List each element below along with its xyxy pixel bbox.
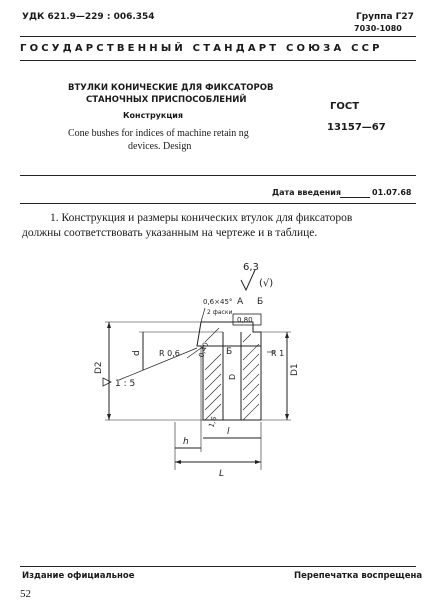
introduction-divider — [20, 203, 416, 204]
taper-ratio-label: 1 : 5 — [115, 379, 136, 389]
L-label: L — [219, 469, 225, 479]
roughness-mark-icon — [241, 270, 255, 290]
d1-label: D1 — [290, 363, 300, 376]
d-main-label: D — [228, 373, 237, 380]
chamfer-label: 0,6×45° — [203, 298, 233, 306]
roughness-main-label: 6,3 — [243, 262, 259, 273]
h-label: h — [183, 437, 189, 447]
standard-banner: ГОСУДАРСТВЕННЫЙ СТАНДАРТ СОЮЗА ССР — [20, 43, 383, 54]
taper-icon — [103, 378, 111, 386]
title-divider — [20, 175, 416, 176]
r1-label: R 1 — [271, 349, 285, 358]
title-subtitle: Конструкция — [123, 111, 183, 120]
taper-label — [103, 378, 135, 389]
introduction-date-value: 01.07.68 — [372, 188, 412, 197]
title-line-1: ВТУЛКИ КОНИЧЕСКИЕ ДЛЯ ФИКСАТОРОВ — [68, 83, 274, 93]
paragraph-line-2: должны соответствовать указанным на чертеже и в таблице. — [22, 227, 318, 239]
bush-technical-drawing — [75, 262, 315, 502]
datum-b-label: Б — [257, 297, 264, 307]
header-divider-bottom — [20, 60, 416, 61]
footer-reprint-prohibited: Перепечатка воспрещена — [294, 571, 423, 581]
roughness-040-label: 0,40 — [197, 341, 211, 359]
datum-a-label: А — [237, 297, 244, 307]
d-small-label: d — [132, 350, 142, 356]
roughness-16-label: 1,6 — [207, 415, 219, 429]
header-divider-top — [20, 36, 416, 37]
datum-b-on-body-label: Б — [226, 347, 233, 357]
roughness-symbol-label: (√) — [259, 278, 274, 289]
title-line-2: СТАНОЧНЫХ ПРИСПОСОБЛЕНИЙ — [86, 95, 247, 105]
gost-number: 13157—67 — [327, 122, 386, 133]
chamfer-note-label: 2 фаски — [207, 309, 233, 316]
gost-label: ГОСТ — [330, 101, 360, 112]
bush-outline — [197, 322, 261, 420]
radius-06-label: R 0,6 — [159, 349, 180, 358]
footer-divider — [20, 566, 416, 567]
page-number: 52 — [20, 588, 31, 600]
group-code: Группа Г27 — [356, 12, 414, 22]
introduction-date-leader — [340, 197, 370, 198]
introduction-date-label: Дата введения — [272, 188, 342, 197]
okstu-code: 7030-1080 — [354, 24, 402, 33]
udk-code: УДК 621.9—229 : 006.354 — [22, 12, 155, 22]
english-title-line-2: devices. Design — [128, 141, 192, 152]
runout-value-label: 0,80 — [237, 316, 253, 324]
d2-label: D2 — [94, 361, 104, 374]
paragraph-line-1: 1. Конструкция и размеры конических втулок для фиксаторов — [50, 212, 353, 224]
footer-official-edition: Издание официальное — [22, 571, 135, 581]
english-title-line-1: Cone bushes for indices of machine retain ng — [68, 128, 249, 139]
l-small-label: l — [227, 427, 230, 437]
